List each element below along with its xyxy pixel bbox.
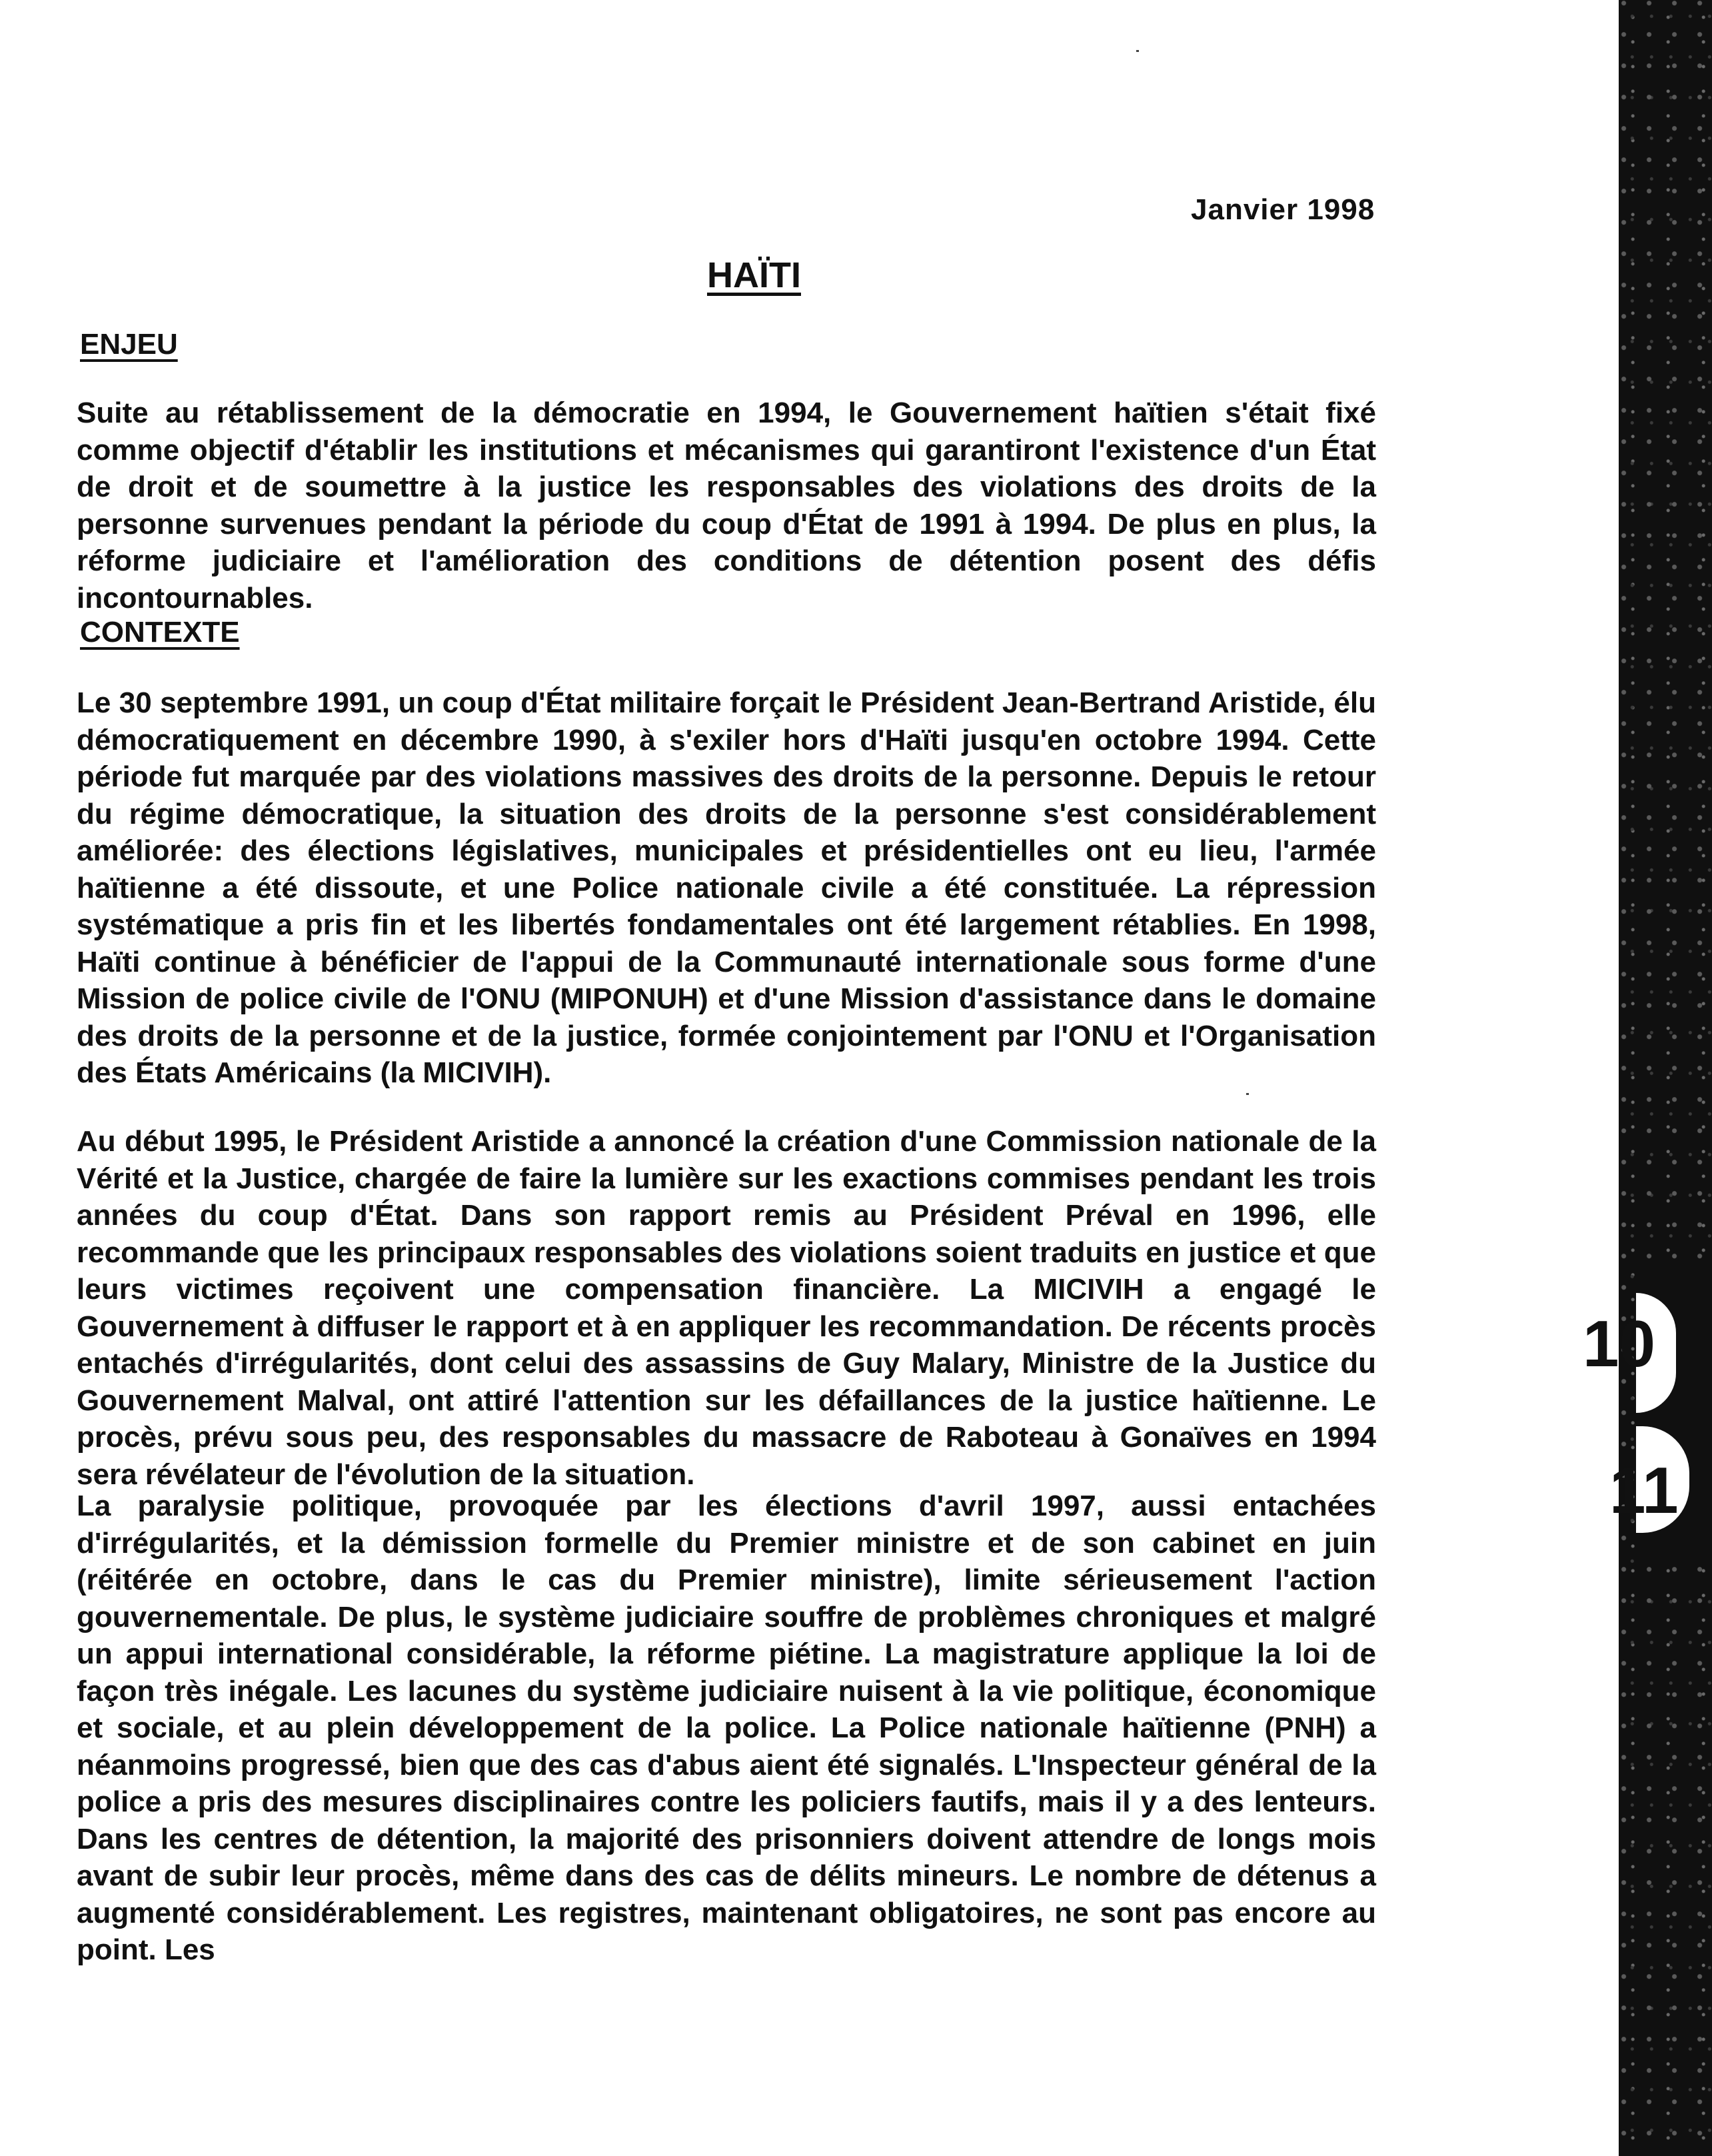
section-heading-contexte: CONTEXTE bbox=[80, 616, 240, 648]
contexte-paragraph-1: Le 30 septembre 1991, un coup d'État militaire forçait le Président Jean-Bertrand Aristide, élu démocratiquement en décembre 1990, à s'exiler hors d'Haïti jusqu'en octobre 1994. Cette période fut marquée par des violations massives des droits de la personne. Depuis le retour du régime démocratique, la situation des droits de la personne s'est considérablement améliorée: des élections législatives, municipales et présidentielles ont eu lieu, l'armée haïtienne a été dissoute, et une Police nationale civile a été constituée. La répression systématique a pris fin et les libertés fondamentales ont été largement rétablies. En 1998, Haïti continue à bénéficier de l'appui de la Communauté internationale sous forme d'une Mission de police civile de l'ONU (MIPONUH) et d'une Mission d'assistance dans le domaine des droits de la personne et de la justice, formée conjointement par l'ONU et l'Organisation des États Américains (la MICIVIH). bbox=[77, 686, 1376, 1089]
document-date: Janvier 1998 bbox=[1191, 193, 1375, 226]
tab-10[interactable]: 10 bbox=[1583, 1307, 1656, 1380]
tab-11[interactable]: 11 bbox=[1609, 1454, 1679, 1527]
contexte-paragraph-2: Au début 1995, le Président Aristide a annoncé la création d'une Commission nationale de la Vérité et la Justice, chargée de faire la lumière sur les exactions commises pendant les trois années du coup d'État. Dans son rapport remis au Président Préval en 1996, elle recommande que les principaux responsables des violations soient traduits en justice et que leurs victimes reçoivent une compensation financière. La MICIVIH a engagé le Gouvernement à diffuser le rapport et à en appliquer les recommandation. De récents procès entachés d'irrégularités, dont celui des assassins de Guy Malary, Ministre de la Justice du Gouvernement Malval, ont attiré l'attention sur les défaillances de la justice haïtienne. Le procès, prévu sous peu, des responsables du massacre de Raboteau à Gonaïves en 1994 sera révélateur de l'évolution de la situation. bbox=[77, 1125, 1376, 1491]
scanned-page-edge bbox=[1619, 0, 1712, 2156]
contexte-paragraph-3: La paralysie politique, provoquée par les élections d'avril 1997, aussi entachées d'irrégularités, et la démission formelle du Premier ministre et de son cabinet en juin (réitérée en octobre, dans le cas du Premier ministre), limite sérieusement l'action gouvernementale. De plus, le système judiciaire souffre de problèmes chroniques et malgré un appui international considérable, la réforme piétine. La magistrature applique la loi de façon très inégale. Les lacunes du système judiciaire nuisent à la vie politique, économique et sociale, et au plein développement de la police. La Police nationale haïtienne (PNH) a néanmoins progressé, bien que des cas d'abus aient été signalés. L'Inspecteur général de la police a pris des mesures disciplinaires contre les policiers fautifs, mais il y a des lenteurs. Dans les centres de détention, la majorité des prisonniers doivent attendre de longs mois avant de subir leur procès, même dans des cas de délits mineurs. Le nombre de détenus a augmenté considérablement. Les registres, maintenant obligatoires, ne sont pas encore au point. Les bbox=[77, 1490, 1376, 1966]
document-title: HAÏTI bbox=[707, 255, 801, 295]
scan-speck bbox=[1136, 50, 1139, 52]
scan-speck bbox=[1246, 1093, 1249, 1095]
enjeu-paragraph: Suite au rétablissement de la démocratie en 1994, le Gouvernement haïtien s'était fixé comme objectif d'établir les institutions et mécanismes qui garantiront l'existence d'un État de droit et de soumettre à la justice les responsables des violations des droits de la personne survenues pendant la période du coup d'État de 1991 à 1994. De plus en plus, la réforme judiciaire et l'amélioration des conditions de détention posent des défis incontournables. bbox=[77, 397, 1376, 614]
section-heading-enjeu: ENJEU bbox=[80, 328, 178, 361]
index-tabs bbox=[1573, 1273, 1712, 1566]
